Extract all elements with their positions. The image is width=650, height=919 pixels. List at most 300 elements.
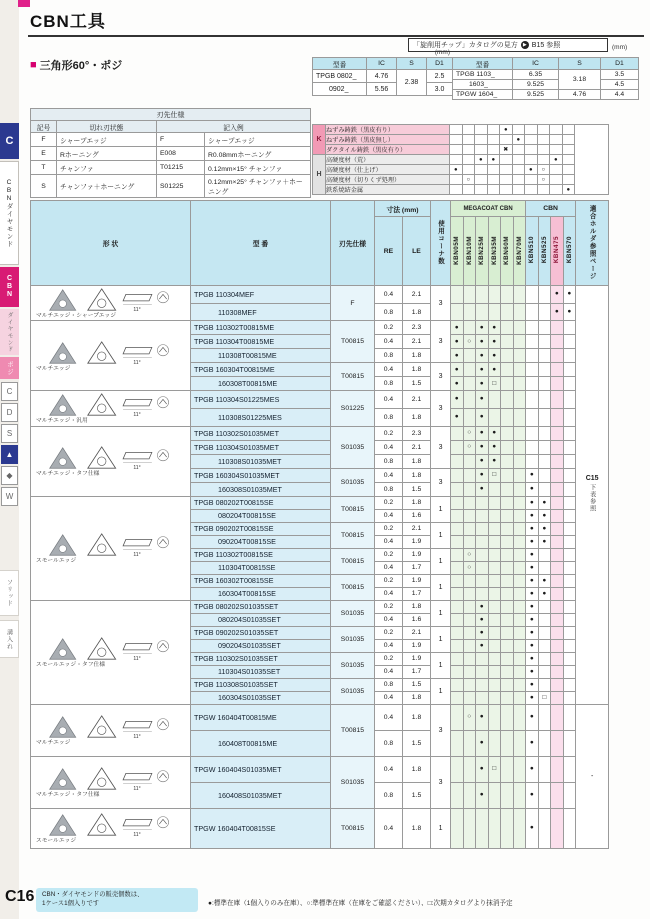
stock-mark-cell	[476, 665, 489, 678]
stock-mark-cell	[538, 349, 551, 363]
model-cell: TPGB 110304MEF	[191, 286, 331, 304]
stock-mark-cell	[551, 440, 564, 454]
material-mark-cell	[462, 165, 475, 175]
stock-mark-cell	[463, 454, 476, 468]
shape-cell	[31, 496, 191, 600]
model-cell: 110308S01225MES	[191, 409, 331, 427]
stock-mark-cell	[513, 335, 526, 349]
stock-mark-cell	[563, 561, 576, 574]
le-cell: 1.8	[403, 303, 431, 321]
material-mark-cell	[562, 155, 575, 165]
section-title	[30, 57, 122, 73]
sidebar-tab-cbn[interactable]	[0, 267, 19, 307]
sidebar-shape-d[interactable]: D	[1, 403, 18, 422]
le-cell: 1.5	[403, 678, 431, 691]
stock-mark-cell	[463, 613, 476, 626]
stock-mark-cell	[463, 587, 476, 600]
stock-mark-cell	[451, 600, 464, 613]
stock-mark-cell	[538, 440, 551, 454]
stock-mark-cell	[463, 482, 476, 496]
stock-mark-cell	[501, 548, 514, 561]
stock-mark-cell	[563, 808, 576, 848]
stock-legend: ●:標準在庫（1個入りのみ在庫）、○:準標準在庫（在庫をご確認ください）、□:次期カタログより抹消予定	[208, 900, 513, 907]
spec-cell: TPGB 1103_	[453, 70, 513, 80]
sidebar-shape-diamond-icon[interactable]: ◆	[1, 466, 18, 485]
stock-mark-cell	[463, 522, 476, 535]
material-mark-cell	[487, 165, 500, 175]
shape-label: マルチエッジ	[36, 740, 71, 747]
model-cell: 110304S01035SET	[191, 665, 331, 678]
stock-mark-cell	[501, 652, 514, 665]
stock-mark-cell	[513, 574, 526, 587]
unit-label-a: (mm)	[434, 49, 450, 56]
stock-mark-cell	[563, 678, 576, 691]
material-category-k: K	[313, 125, 326, 155]
page-title: CBN工具	[30, 12, 106, 31]
edge-spec-cell: F	[331, 286, 375, 321]
stock-mark-cell	[501, 454, 514, 468]
grade-header-kbn525: KBN525	[538, 217, 551, 286]
le-cell: 1.5	[403, 482, 431, 496]
shape-label: マルチエッジ・タフ仕様	[36, 471, 100, 478]
stock-mark-cell	[476, 691, 489, 704]
stock-mark-cell: ●	[526, 808, 539, 848]
stock-mark-cell	[501, 665, 514, 678]
re-cell: 0.8	[375, 730, 403, 756]
grade-header-kbn60m: KBN60M	[501, 217, 514, 286]
holder-ref-page: C15	[585, 475, 599, 483]
stock-mark-cell	[563, 409, 576, 427]
stock-mark-cell: ●	[476, 349, 489, 363]
sidebar-shape-w[interactable]: W	[1, 487, 18, 506]
material-mark-cell	[550, 135, 563, 145]
svg-text:11°: 11°	[132, 552, 141, 559]
stock-mark-cell	[563, 496, 576, 509]
stock-mark-cell	[476, 587, 489, 600]
stock-mark-cell	[538, 561, 551, 574]
stock-mark-cell	[488, 665, 501, 678]
material-row	[313, 125, 609, 135]
stock-mark-cell: ●	[476, 335, 489, 349]
material-mark-cell	[462, 145, 475, 155]
stock-mark-cell	[488, 482, 501, 496]
material-mark-cell	[525, 125, 538, 135]
stock-mark-cell: ●	[451, 409, 464, 427]
stock-mark-cell	[451, 454, 464, 468]
stock-mark-cell: ●	[488, 363, 501, 377]
spec-cell: 4.4	[601, 90, 639, 100]
stock-mark-cell	[488, 496, 501, 509]
stock-mark-cell	[563, 626, 576, 639]
edge-spec-cell: S01035	[331, 756, 375, 808]
material-mark-cell	[550, 175, 563, 185]
stock-mark-cell	[551, 626, 564, 639]
table-row	[31, 496, 609, 509]
stock-mark-cell	[551, 409, 564, 427]
corner-count-cell: 1	[431, 574, 451, 600]
stock-mark-cell	[476, 652, 489, 665]
corner-count-cell: 1	[431, 652, 451, 678]
grade-header-kbn10m: KBN10M	[463, 217, 476, 286]
material-mark-cell	[512, 145, 525, 155]
shape-cell	[31, 321, 191, 391]
model-cell: 160308S01035MET	[191, 482, 331, 496]
sidebar-tab-diamond[interactable]	[0, 309, 19, 355]
stock-mark-cell	[551, 454, 564, 468]
spec-cell: 4.76	[559, 90, 601, 100]
re-cell: 0.2	[375, 522, 403, 535]
edge-cell: S01225	[157, 175, 205, 198]
stock-mark-cell: ●	[476, 409, 489, 427]
stock-mark-cell	[513, 409, 526, 427]
shape-label: スモールエッジ	[36, 838, 77, 845]
material-mark-cell: ●	[562, 185, 575, 195]
stock-mark-cell	[563, 639, 576, 652]
edge-spec-table	[30, 108, 311, 198]
stock-mark-cell	[451, 482, 464, 496]
stock-mark-cell	[451, 613, 464, 626]
stock-mark-cell: ●	[526, 522, 539, 535]
stock-mark-cell: ●	[526, 574, 539, 587]
sidebar-tab-poji[interactable]	[0, 357, 19, 379]
stock-mark-cell	[463, 665, 476, 678]
stock-mark-cell	[563, 782, 576, 808]
stock-mark-cell	[513, 561, 526, 574]
stock-mark-cell	[463, 409, 476, 427]
material-mark-cell	[550, 165, 563, 175]
shape-label: スモールエッジ	[36, 558, 77, 565]
le-cell: 1.8	[403, 691, 431, 704]
model-cell: TPGW 160404S01035MET	[191, 756, 331, 782]
stock-mark-cell	[513, 303, 526, 321]
stock-mark-cell: ●	[538, 587, 551, 600]
corner-count-cell: 3	[431, 426, 451, 468]
stock-mark-cell	[463, 730, 476, 756]
stock-mark-cell	[501, 639, 514, 652]
material-mark-cell	[537, 135, 550, 145]
stock-mark-cell: ●	[476, 391, 489, 409]
re-cell: 0.4	[375, 363, 403, 377]
stock-mark-cell	[538, 613, 551, 626]
re-cell: 0.8	[375, 482, 403, 496]
spec-cell: 5.56	[367, 83, 397, 96]
material-category-h: H	[313, 155, 326, 195]
model-cell: 090204S01035SET	[191, 639, 331, 652]
stock-mark-cell	[563, 613, 576, 626]
material-name: 鉄系焼結金属	[326, 185, 450, 195]
edge-spec-cell: S01035	[331, 468, 375, 496]
stock-mark-cell	[538, 363, 551, 377]
re-cell: 0.4	[375, 691, 403, 704]
stock-mark-cell	[463, 535, 476, 548]
stock-mark-cell	[563, 756, 576, 782]
stock-mark-cell	[488, 613, 501, 626]
stock-mark-cell	[501, 377, 514, 391]
stock-mark-cell: ●	[538, 496, 551, 509]
le-cell: 1.8	[403, 468, 431, 482]
stock-mark-cell	[451, 522, 464, 535]
stock-mark-cell	[563, 691, 576, 704]
material-mark-cell	[500, 165, 513, 175]
stock-mark-cell	[513, 349, 526, 363]
model-cell: TPGB 160304S01035MET	[191, 468, 331, 482]
spec-cell: 4.76	[367, 70, 397, 83]
insert-shape-drawing	[32, 392, 189, 418]
stock-mark-cell	[476, 548, 489, 561]
re-cell: 0.4	[375, 535, 403, 548]
corner-count-cell: 1	[431, 678, 451, 704]
stock-mark-cell	[563, 522, 576, 535]
b15-ref-text: B15 参照	[531, 42, 561, 49]
edge-table-title: 刃先仕様	[31, 109, 311, 121]
model-cell: TPGB 110308S01035SET	[191, 678, 331, 691]
edge-header-symbol: 記号	[31, 121, 57, 133]
le-cell: 1.9	[403, 535, 431, 548]
stock-mark-cell	[563, 363, 576, 377]
stock-mark-cell	[538, 756, 551, 782]
stock-mark-cell	[538, 409, 551, 427]
stock-mark-cell	[501, 321, 514, 335]
material-mark-cell	[487, 125, 500, 135]
edge-cell: T01215	[157, 161, 205, 175]
main-table-body	[31, 286, 609, 849]
stock-mark-cell	[563, 482, 576, 496]
stock-mark-cell	[451, 756, 464, 782]
re-cell: 0.4	[375, 391, 403, 409]
material-mark-cell	[487, 185, 500, 195]
header-rule	[28, 35, 644, 37]
le-cell: 1.8	[403, 349, 431, 363]
spec-cell: 2.38	[397, 70, 427, 96]
stock-mark-cell: ●	[451, 391, 464, 409]
grade-header-kbn510: KBN510	[526, 217, 539, 286]
stock-mark-cell	[526, 286, 539, 304]
stock-mark-cell	[551, 652, 564, 665]
section-bullet: ■	[30, 59, 37, 71]
stock-mark-cell	[551, 613, 564, 626]
model-cell: TPGB 110302S01035SET	[191, 652, 331, 665]
holder-ref-note: 下表参照	[588, 484, 595, 513]
sidebar-shape-triangle-icon[interactable]: ▲	[1, 445, 18, 464]
stock-mark-cell	[451, 808, 464, 848]
material-mark-cell	[450, 185, 463, 195]
stock-mark-cell: ●	[451, 349, 464, 363]
material-spacer	[575, 125, 609, 195]
stock-mark-cell: ●	[526, 756, 539, 782]
stock-mark-cell: ●	[526, 509, 539, 522]
stock-mark-cell	[551, 600, 564, 613]
model-cell: 110308MEF	[191, 303, 331, 321]
re-cell: 0.8	[375, 377, 403, 391]
sidebar-tab-poji-label: ポジ	[6, 360, 13, 376]
sidebar-tab-solid-label: ソリッド	[5, 579, 12, 607]
re-cell: 0.2	[375, 652, 403, 665]
re-cell: 0.4	[375, 808, 403, 848]
corner-count-cell: 1	[431, 600, 451, 626]
material-mark-cell	[562, 145, 575, 155]
stock-mark-cell	[488, 808, 501, 848]
stock-mark-cell	[538, 782, 551, 808]
stock-mark-cell	[451, 548, 464, 561]
edge-cell: Rホーニング	[57, 147, 157, 161]
edge-spec-cell: S01225	[331, 391, 375, 426]
insert-shape-drawing	[32, 445, 189, 471]
stock-mark-cell	[513, 704, 526, 730]
model-cell: 160408T00815ME	[191, 730, 331, 756]
stock-mark-cell	[476, 678, 489, 691]
stock-mark-cell	[501, 678, 514, 691]
edge-cell: 0.12mm×25° チャンファ＋ホーニング	[205, 175, 311, 198]
material-mark-cell: ○	[462, 175, 475, 185]
edge-spec-cell: T00815	[331, 321, 375, 363]
stock-mark-cell: ●	[526, 600, 539, 613]
spec-cell: 4.5	[601, 80, 639, 90]
col-header-model: 型 番	[191, 201, 331, 286]
le-cell: 1.9	[403, 548, 431, 561]
edge-spec-cell: S01035	[331, 678, 375, 704]
model-cell: 080204T00815SE	[191, 509, 331, 522]
stock-mark-cell	[551, 587, 564, 600]
edge-cell: E008	[157, 147, 205, 161]
stock-mark-cell: ●	[538, 509, 551, 522]
stock-mark-cell: ●	[476, 704, 489, 730]
stock-mark-cell	[563, 468, 576, 482]
sidebar-tab-c[interactable]: C	[0, 123, 19, 159]
material-mark-cell	[537, 185, 550, 195]
stock-mark-cell	[488, 286, 501, 304]
stock-mark-cell	[501, 349, 514, 363]
sidebar-tab-groove[interactable]	[0, 620, 19, 658]
sidebar-shape-s[interactable]: S	[1, 424, 18, 443]
stock-mark-cell	[538, 600, 551, 613]
re-cell: 0.8	[375, 409, 403, 427]
stock-mark-cell	[526, 454, 539, 468]
spec-cell: 6.35	[513, 70, 559, 80]
stock-mark-cell	[551, 730, 564, 756]
stock-mark-cell	[551, 335, 564, 349]
material-mark-cell	[500, 135, 513, 145]
material-row	[313, 145, 609, 155]
model-cell: TPGB 110302T00815SE	[191, 548, 331, 561]
sidebar-tab-cbn-diamond[interactable]	[0, 161, 19, 265]
svg-text:11°: 11°	[132, 359, 141, 366]
stock-mark-cell: ●	[526, 548, 539, 561]
sidebar-tab-solid[interactable]	[0, 570, 19, 616]
le-cell: 2.1	[403, 522, 431, 535]
stock-mark-cell	[538, 548, 551, 561]
stock-mark-cell	[551, 391, 564, 409]
stock-mark-cell	[451, 561, 464, 574]
re-cell: 0.4	[375, 613, 403, 626]
stock-mark-cell	[501, 574, 514, 587]
stock-mark-cell	[538, 639, 551, 652]
stock-mark-cell	[538, 652, 551, 665]
material-mark-cell	[562, 175, 575, 185]
stock-mark-cell: ●	[526, 482, 539, 496]
b15-ref-icon: ▶	[521, 41, 529, 49]
stock-mark-cell	[538, 482, 551, 496]
stock-mark-cell	[513, 756, 526, 782]
stock-mark-cell	[513, 678, 526, 691]
material-mark-cell	[525, 135, 538, 145]
stock-mark-cell	[551, 561, 564, 574]
stock-mark-cell: ●	[476, 613, 489, 626]
stock-mark-cell: ○	[463, 335, 476, 349]
edge-cell: シャープエッジ	[57, 133, 157, 147]
model-cell: 160408S01035MET	[191, 782, 331, 808]
material-mark-cell	[462, 185, 475, 195]
stock-mark-cell: ●	[563, 286, 576, 304]
model-cell: TPGB 110302T00815ME	[191, 321, 331, 335]
stock-mark-cell	[463, 286, 476, 304]
stock-mark-cell	[551, 548, 564, 561]
stock-mark-cell	[476, 574, 489, 587]
re-cell: 0.4	[375, 440, 403, 454]
stock-mark-cell	[526, 409, 539, 427]
stock-mark-cell	[501, 335, 514, 349]
stock-mark-cell	[476, 286, 489, 304]
re-cell: 0.4	[375, 704, 403, 730]
re-cell: 0.2	[375, 626, 403, 639]
insert-shape-drawing	[32, 287, 189, 313]
stock-mark-cell: ○	[463, 561, 476, 574]
stock-mark-cell: ●	[526, 691, 539, 704]
le-cell: 1.7	[403, 665, 431, 678]
sidebar-tab-cbn-diamond-label: CBNダイヤモンド	[5, 178, 13, 248]
unit-label-b: (mm)	[612, 44, 628, 51]
stock-mark-cell	[538, 808, 551, 848]
spec-a-header-ic: IC	[367, 58, 397, 70]
page-corner-mark	[18, 0, 30, 7]
material-mark-cell	[562, 125, 575, 135]
col-header-holder-ref: 適合ホルダ参照ページ	[576, 201, 609, 286]
insert-shape-drawing	[32, 636, 189, 662]
material-mark-cell	[537, 125, 550, 135]
model-cell: TPGB 160302T00815SE	[191, 574, 331, 587]
corner-count-cell: 1	[431, 808, 451, 848]
material-mark-cell	[450, 135, 463, 145]
stock-mark-cell	[538, 303, 551, 321]
stock-mark-cell: ●	[526, 730, 539, 756]
stock-mark-cell	[551, 522, 564, 535]
corner-count-cell: 3	[431, 286, 451, 321]
edge-cell: 0.12mm×15° チャンファ	[205, 161, 311, 175]
insert-shape-drawing	[32, 714, 189, 740]
re-cell: 0.8	[375, 454, 403, 468]
stock-mark-cell	[513, 691, 526, 704]
stock-mark-cell	[501, 391, 514, 409]
shape-label: マルチエッジ・シャープエッジ	[36, 313, 116, 319]
le-cell: 1.5	[403, 377, 431, 391]
model-cell: TPGB 090202T00815SE	[191, 522, 331, 535]
stock-mark-cell	[501, 468, 514, 482]
model-cell: 090204T00815SE	[191, 535, 331, 548]
model-cell: 160304T00815SE	[191, 587, 331, 600]
model-cell: 110308S01035MET	[191, 454, 331, 468]
stock-mark-cell	[551, 808, 564, 848]
edge-spec-cell: T00815	[331, 496, 375, 522]
stock-mark-cell	[563, 349, 576, 363]
model-cell: TPGB 080202S01035SET	[191, 600, 331, 613]
col-header-corner-count: 使用コーナ数	[431, 201, 451, 286]
sidebar-shape-c[interactable]: C	[1, 382, 18, 401]
table-row	[31, 426, 609, 440]
stock-mark-cell	[538, 704, 551, 730]
spec-cell: 3.5	[601, 70, 639, 80]
main-table	[30, 200, 609, 849]
material-mark-cell	[487, 145, 500, 155]
stock-mark-cell: ●	[476, 377, 489, 391]
